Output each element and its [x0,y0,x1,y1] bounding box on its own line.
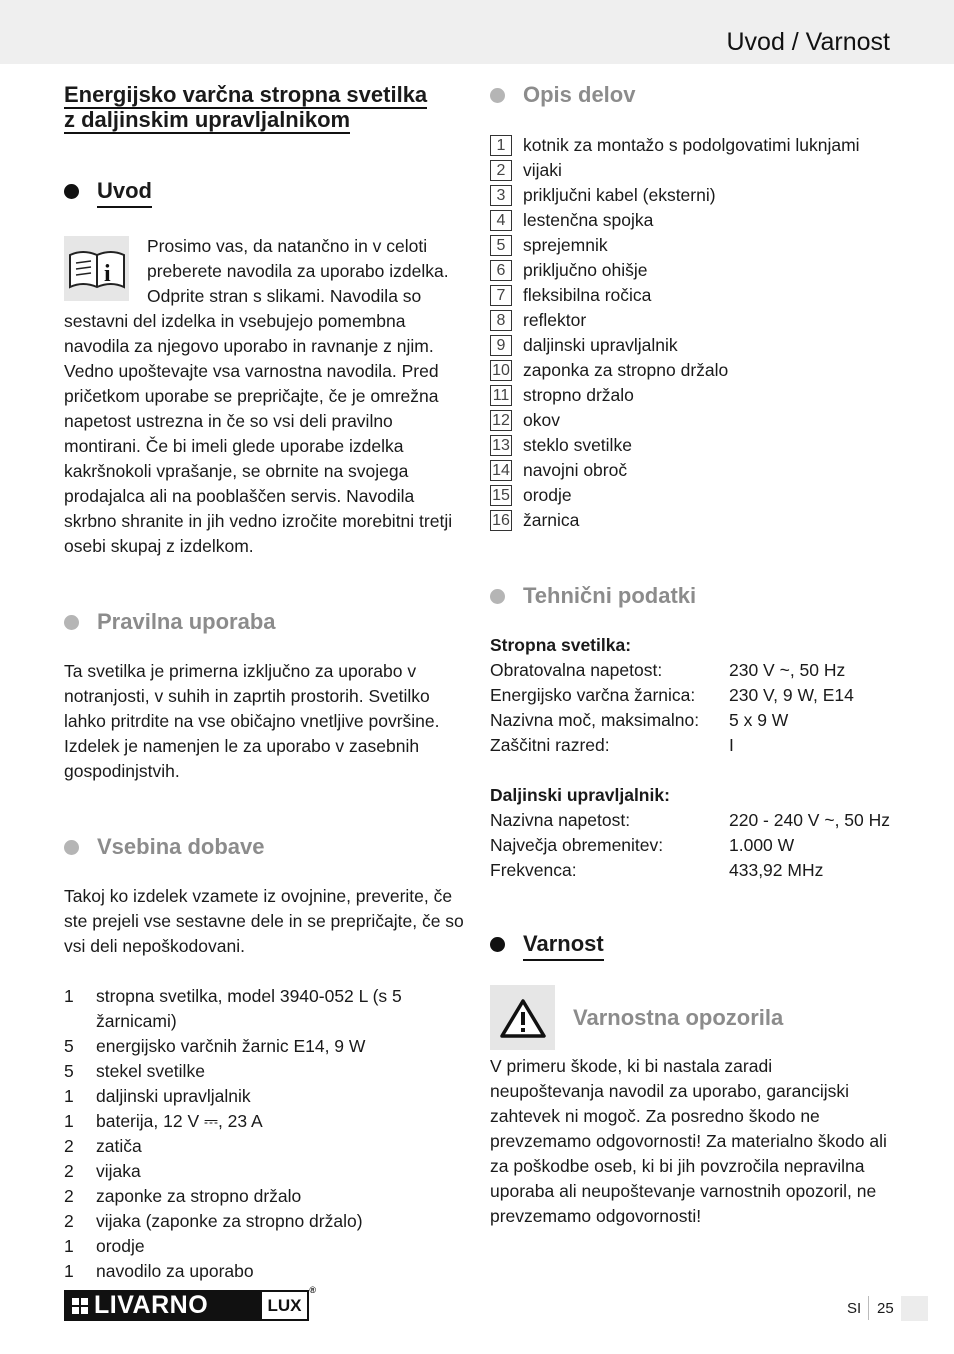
brand-suffix: LUX [267,1295,302,1315]
section-heading-opis-delov: Opis delov [490,82,890,108]
varnost-paragraph: V primeru škode, ki bi nastala zaradi neupoštevanja navodil za uporabo, garancijski zahtevek ni mogoč. Za posredno škodo ne prevzemamo odgovornosti! Za materialno škodo ali za poškodbe oseb, ki bi jih povzročila nepravilna uporaba ali neupoštevanje varnostnih opozoril, ne prevzemamo odgovornosti! [490,1056,887,1226]
bullet-icon [64,840,79,855]
header-bar [0,0,954,64]
part-item: 11 stropno držalo [490,383,890,408]
right-column [490,80,890,1229]
part-number: 14 [490,460,512,481]
part-number: 12 [490,410,512,431]
part-item: 15 orodje [490,483,890,508]
svg-text:i: i [103,260,111,287]
document-title-line-1: Energijsko varčna stropna svetilka [64,82,428,107]
part-item: 5 sprejemnik [490,233,890,258]
spec-row: Frekvenca: 433,92 MHz [490,860,824,880]
part-item: 16 žarnica [490,508,890,533]
bullet-icon [490,937,505,952]
footer-tab [901,1296,928,1321]
part-number: 9 [490,335,512,356]
uvod-text-block [64,234,464,559]
warning-triangle-icon [490,985,555,1050]
part-number: 7 [490,285,512,306]
part-number: 1 [490,135,512,156]
spec-row: Zaščitni razred: I [490,735,734,755]
part-number: 6 [490,260,512,281]
bullet-icon [490,589,505,604]
part-item: 7 fleksibilna ročica [490,283,890,308]
part-item: 13 steklo svetilke [490,433,890,458]
section-heading-uvod: Uvod [64,178,464,208]
spec-row: Nazivna moč, maksimalno: 5 x 9 W [490,710,789,730]
uvod-paragraph: Prosimo vas, da natančno in v celoti preberete navodila za uporabo izdelka. Odprite stran s slikami. Navodila so sestavni del izdelka in vsebujejo pomembna navodila za njegovo uporabo in ravnanje z njim. Vedno upoštevajte vsa varnostna navodila. Pred pričetkom uporabe se prepričajte, če je omrežna napetost ustrezna in če so vsi deli pravilno montirani. Če bi imeli glede uporabe izdelka kakršnokoli vprašanje, se obrnite na svojega prodajalca ali na pooblaščen servis. Navodila skrbno shranite in jih vedno izročite morebitni tretji osebi skupaj z izdelkom. [64,236,453,556]
section-heading-vsebina-dobave: Vsebina dobave [64,834,464,860]
vsebina-paragraph: Takoj ko izdelek vzamete iz ovojnine, preverite, če ste prejeli vse sestavne dele in se prepričajte, če so vsi deli nepoškodovani. [64,886,464,956]
part-number: 5 [490,235,512,256]
info-book-icon [64,236,129,301]
section-heading-varnost: Varnost [490,931,890,961]
language-code: SI [847,1300,862,1317]
spec-row: Največja obremenitev: 1.000 W [490,835,795,855]
parts-list [490,133,890,533]
part-item: 12 okov [490,408,890,433]
warning-heading: Varnostna opozorila [573,1004,784,1030]
part-item: 3 priključni kabel (eksterni) [490,183,890,208]
part-item: 1 kotnik za montažo s podolgovatimi luknjami [490,133,890,158]
bullet-icon [64,184,79,199]
part-number: 10 [490,360,512,381]
list-item: 2 vijaka [64,1161,141,1181]
spec-group-lamp [490,633,890,758]
logo-grid-icon [72,1298,88,1314]
part-number: 16 [490,510,512,531]
page-number: 25 [877,1300,894,1317]
document-title-line-2: z daljinskim upravljalnikom [64,107,351,132]
bullet-icon [64,615,79,630]
delivery-list [64,984,464,1284]
list-item: 5 energijsko varčnih žarnic E14, 9 W [64,1036,366,1056]
part-number: 2 [490,160,512,181]
part-number: 13 [490,435,512,456]
footer-divider [868,1296,869,1320]
left-column [64,80,464,1284]
brand-name: LIVARNO [94,1291,209,1319]
part-number: 4 [490,210,512,231]
brand-logo [64,1285,316,1321]
list-item: 2 vijaka (zaponke za stropno držalo) [64,1211,363,1231]
spec-row: Obratovalna napetost: 230 V ~, 50 Hz [490,660,846,680]
list-item: 1 baterija, 12 V ⎓, 23 A [64,1111,263,1131]
part-number: 15 [490,485,512,506]
part-item: 9 daljinski upravljalnik [490,333,890,358]
spec-row: Nazivna napetost: 220 - 240 V ~, 50 Hz [490,810,891,830]
list-item: 1 navodilo za uporabo [64,1261,254,1281]
spec-group-title: Daljinski upravljalnik: [490,785,670,805]
registered-mark: ® [309,1285,316,1295]
warning-heading-row [490,985,890,1050]
section-heading-tehnicni-podatki: Tehnični podatki [490,583,890,609]
part-number: 3 [490,185,512,206]
section-heading-pravilna-uporaba: Pravilna uporaba [64,609,464,635]
list-item: 5 stekel svetilke [64,1061,205,1081]
part-item: 6 priključno ohišje [490,258,890,283]
part-item: 14 navojni obroč [490,458,890,483]
document-title [64,82,464,132]
list-item: 1 stropna svetilka, model 3940-052 L (s 5 žarnicami) [64,986,402,1031]
bullet-icon [490,88,505,103]
spec-group-title: Stropna svetilka: [490,635,632,655]
part-item: 2 vijaki [490,158,890,183]
part-item: 4 lestenčna spojka [490,208,890,233]
part-item: 10 zaponka za stropno držalo [490,358,890,383]
list-item: 2 zaponke za stropno držalo [64,1186,302,1206]
spec-group-remote [490,783,890,883]
list-item: 1 orodje [64,1236,145,1256]
list-item: 1 daljinski upravljalnik [64,1086,251,1106]
part-number: 11 [490,385,512,406]
spec-row: Energijsko varčna žarnica: 230 V, 9 W, E14 [490,685,854,705]
part-number: 8 [490,310,512,331]
pravilna-paragraph: Ta svetilka je primerna izključno za uporabo v notranjosti, v suhih in zaprtih prostorih. Svetilko lahko pritrdite na vse običajno vnetljive površine. Izdelek je namenjen le za uporabo v zasebnih gospodinjstvih. [64,661,440,781]
list-item: 2 zatiča [64,1136,142,1156]
page-title: Uvod / Varnost [726,28,890,56]
part-item: 8 reflektor [490,308,890,333]
